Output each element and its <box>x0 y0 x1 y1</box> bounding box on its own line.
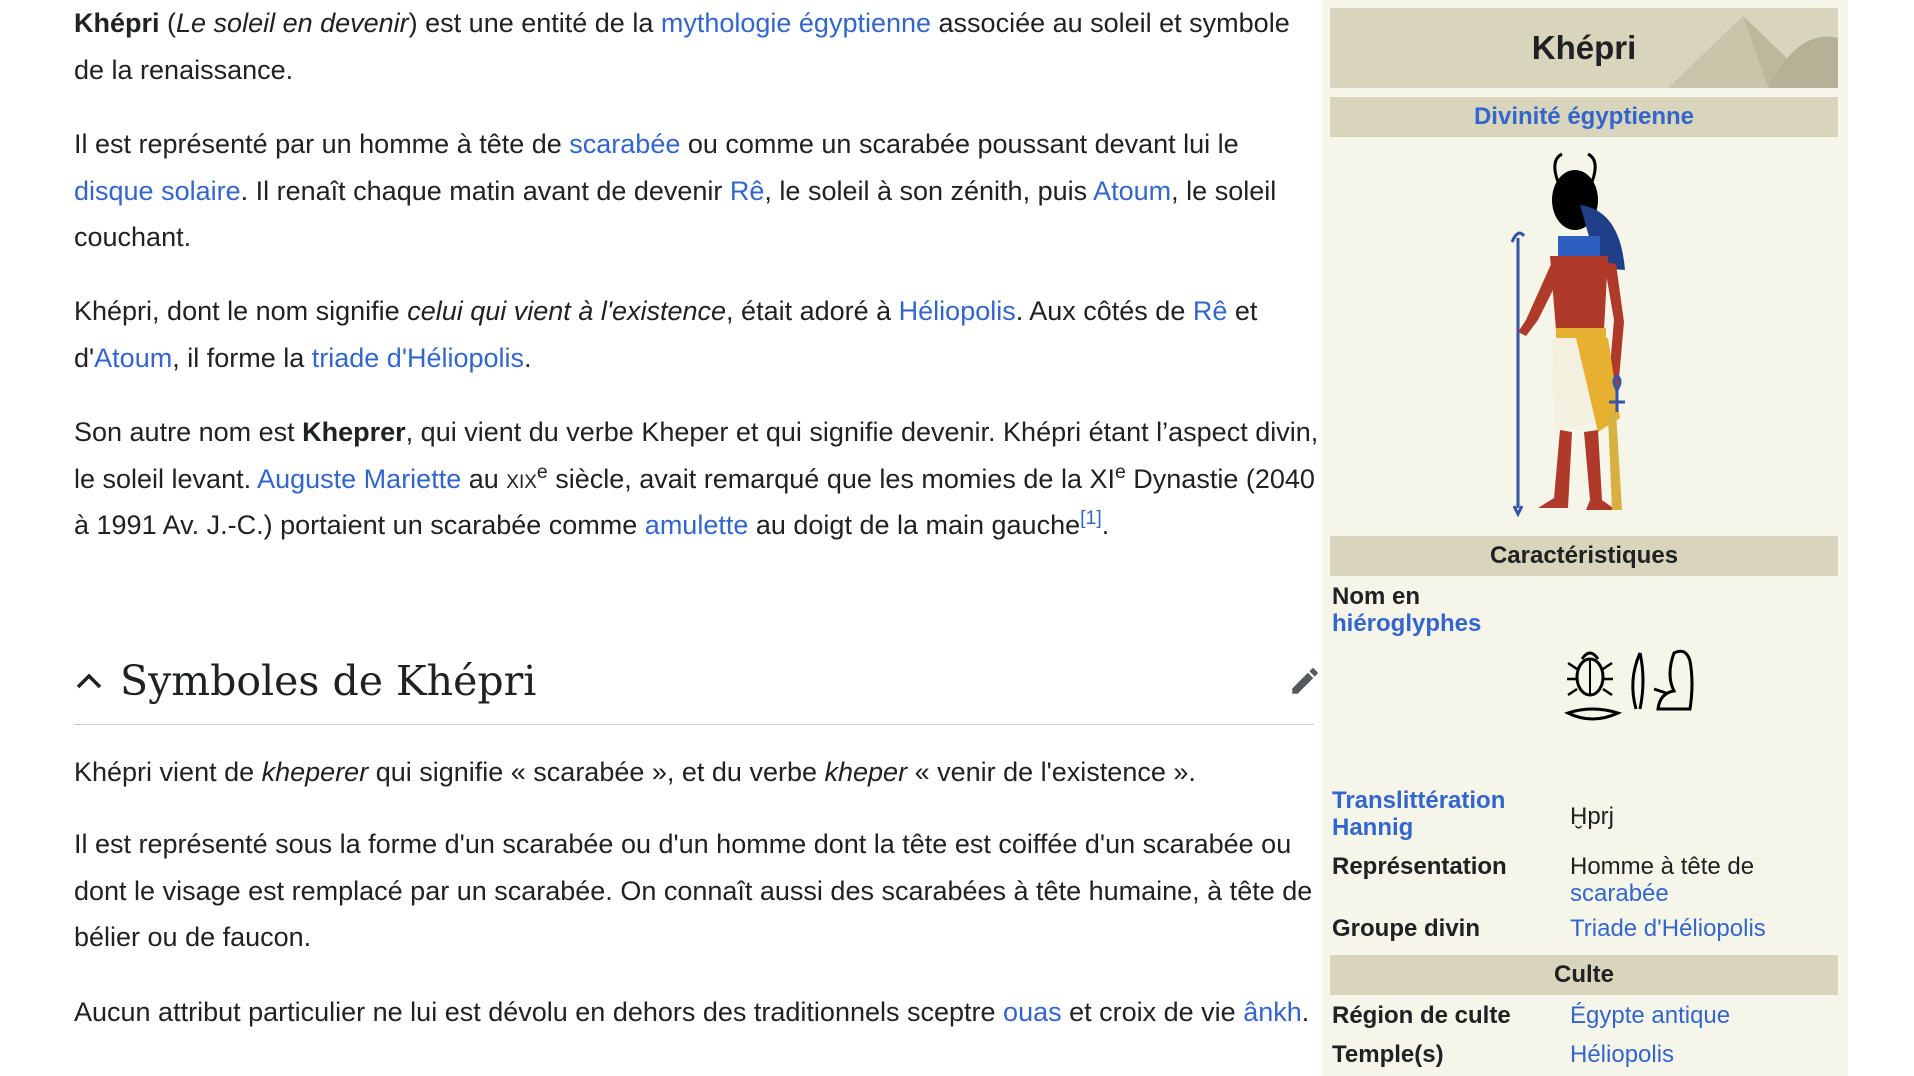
text: au doigt de la main gauche <box>748 510 1081 540</box>
text: , le soleil couchant. <box>74 175 1277 252</box>
text: Son autre nom est <box>74 417 303 447</box>
text: . Aux côtés de <box>1015 296 1193 326</box>
link-auguste-mariette[interactable]: Auguste Mariette <box>257 463 462 494</box>
band-label: Caractéristiques <box>1489 542 1679 569</box>
text: Dynastie (2040 à 1991 Av. J.-C.) portaient un scarabée comme <box>74 463 1315 540</box>
paragraph-forms <box>74 821 1324 961</box>
link-egypte-antique[interactable]: Égypte antique <box>1570 1002 1731 1029</box>
label-text: Groupe divin <box>1332 915 1481 942</box>
hieroglyphs-image <box>1562 635 1712 725</box>
italic-text: celui qui vient à l'existence <box>407 296 727 326</box>
infobox-band-caracteristiques <box>1330 536 1838 576</box>
italic-text: kheper <box>824 757 908 787</box>
text: , était adoré à <box>726 296 899 326</box>
value-translitteration <box>1570 803 1840 830</box>
text: ) est une entité de la <box>408 8 661 38</box>
link-translitteration[interactable]: Translittération <box>1332 787 1506 814</box>
label-translitteration <box>1332 787 1552 841</box>
bold-term: Khépri <box>74 8 160 38</box>
link-re[interactable]: Rê <box>1192 296 1228 326</box>
link-triade-heliopolis[interactable]: triade d'Héliopolis <box>311 342 525 373</box>
text: . Il renaît chaque matin avant de devenir <box>240 175 730 206</box>
text: Khépri, dont le nom signifie <box>74 296 408 326</box>
text: et d' <box>74 296 1258 373</box>
link-heliopolis[interactable]: Héliopolis <box>898 296 1016 326</box>
value-region-culte <box>1570 1002 1840 1029</box>
link-divinite-egyptienne[interactable]: Divinité égyptienne <box>1473 103 1695 130</box>
link-mythologie-egyptienne[interactable]: mythologie égyptienne <box>660 8 932 38</box>
text: associée au soleil et symbole de la renaissance. <box>74 8 1290 85</box>
link-ouas[interactable]: ouas <box>1003 997 1062 1027</box>
link-disque-solaire[interactable]: disque solaire <box>74 175 241 206</box>
chevron-up-icon[interactable] <box>74 664 108 698</box>
link-triade-heliopolis[interactable]: Triade d'Héliopolis <box>1570 915 1766 942</box>
section-title: Symboles de Khépri <box>120 657 537 705</box>
label-nom-hieroglyphes <box>1332 583 1552 637</box>
link-atoum[interactable]: Atoum <box>1093 175 1172 206</box>
link-heliopolis[interactable]: Héliopolis <box>1570 1041 1675 1068</box>
value-temples <box>1570 1041 1840 1068</box>
italic-text: kheperer <box>261 757 369 787</box>
link-hieroglyphes[interactable]: hiéroglyphes <box>1332 610 1482 637</box>
link-atoum[interactable]: Atoum <box>94 342 173 373</box>
value-representation <box>1570 853 1840 907</box>
text: Il est représenté sous la forme d'un scarabée ou d'un homme dont la tête est coiffée d'un scarabée ou dont le visage est remplacé par un scarabée. On connaît aussi des scarabées à tête humaine, à tête de bélier ou de faucon. <box>74 829 1313 952</box>
label-text: Nom en <box>1332 583 1421 610</box>
text: Khépri vient de <box>74 757 262 787</box>
infobox-band-culte <box>1330 955 1838 995</box>
paragraph-heliopolis <box>74 288 1324 381</box>
text: . <box>524 342 532 373</box>
infobox-subtitle[interactable] <box>1330 97 1838 137</box>
link-scarabee[interactable]: scarabée <box>1570 880 1669 907</box>
italic-text: Le soleil en devenir <box>176 8 409 38</box>
link-hannig[interactable]: Hannig <box>1332 814 1414 841</box>
section-heading-symboles[interactable] <box>74 638 1314 725</box>
text: qui signifie « scarabée », et du verbe <box>368 757 825 787</box>
pyramid-banner-image <box>1648 8 1838 88</box>
text: Aucun attribut particulier ne lui est dévolu en dehors des traditionnels sceptre <box>74 997 1004 1027</box>
text: siècle, avait remarqué que les momies de la XI <box>547 463 1115 494</box>
superscript: e <box>536 460 548 483</box>
link-ankh[interactable]: ânkh <box>1243 997 1302 1027</box>
text: « venir de l'existence ». <box>907 757 1196 787</box>
value-text: Homme à tête de <box>1570 853 1755 880</box>
label-text: Représentation <box>1332 853 1507 880</box>
text: Il est représenté par un homme à tête de <box>74 129 570 159</box>
text: , le soleil à son zénith, puis <box>764 175 1094 206</box>
text: , il forme la <box>172 342 312 373</box>
value-text: Ḫprj <box>1570 803 1615 830</box>
link-scarabee[interactable]: scarabée <box>569 129 681 159</box>
band-label: Culte <box>1554 961 1614 988</box>
pencil-icon[interactable] <box>1288 664 1322 698</box>
text: au <box>461 463 507 494</box>
label-groupe-divin <box>1332 915 1552 942</box>
text: ou comme un scarabée poussant devant lui le <box>680 129 1239 159</box>
text: ( <box>159 8 177 38</box>
khepri-figure-image[interactable] <box>1480 150 1692 524</box>
paragraph-intro <box>74 0 1324 93</box>
label-representation <box>1332 853 1552 880</box>
text: , qui vient du verbe Kheper et qui signifie devenir. Khépri étant l’aspect divin, le soleil levant. <box>74 417 1319 494</box>
text: . <box>1101 510 1110 540</box>
text: . <box>1301 997 1310 1027</box>
paragraph-kheprer <box>74 409 1324 549</box>
label-region-culte <box>1332 1002 1552 1029</box>
infobox <box>1322 0 1848 1076</box>
link-re[interactable]: Rê <box>729 175 765 206</box>
infobox-title <box>1330 8 1838 88</box>
century-numeral: xix <box>506 463 537 494</box>
text: et croix de vie <box>1061 997 1244 1027</box>
bold-term: Kheprer <box>302 417 406 447</box>
label-temples <box>1332 1041 1552 1068</box>
label-text: Région de culte <box>1332 1002 1511 1029</box>
paragraph-etymology <box>74 749 1324 796</box>
label-text: Temple(s) <box>1332 1041 1444 1068</box>
paragraph-representation <box>74 121 1324 261</box>
paragraph-attributes <box>74 989 1324 1036</box>
infobox-title-text: Khépri <box>1531 29 1637 66</box>
superscript: e <box>1114 460 1126 483</box>
value-groupe-divin <box>1570 915 1840 942</box>
reference-link-1[interactable]: [1] <box>1080 507 1102 529</box>
link-amulette[interactable]: amulette <box>644 510 749 540</box>
